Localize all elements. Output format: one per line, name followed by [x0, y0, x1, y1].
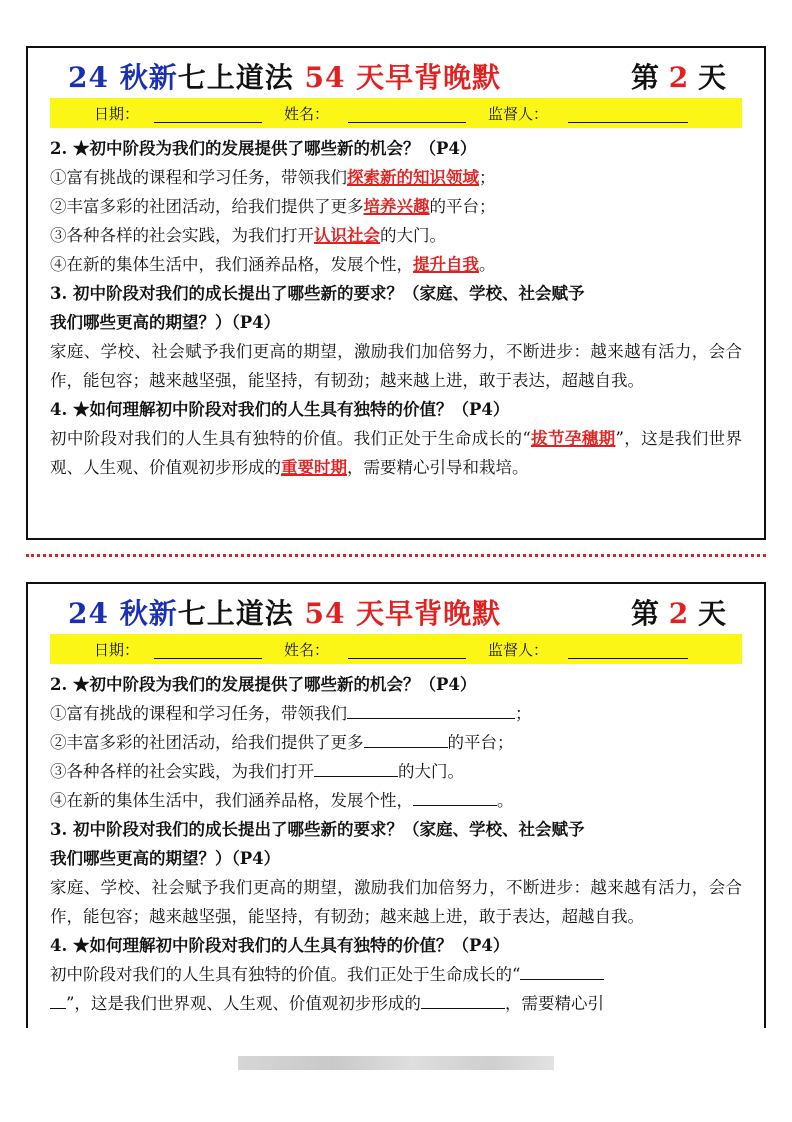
info-bar [50, 634, 742, 664]
question-4: 4. ★如何理解初中阶段对我们的人生具有独特的价值？（P4） [50, 400, 510, 419]
supervisor-field[interactable] [568, 122, 688, 123]
question-4: 4. ★如何理解初中阶段对我们的人生具有独特的价值？（P4） [50, 936, 510, 955]
answer-line-1: ①富有挑战的课程和学习任务，带领我们探索新的知识领域； [50, 168, 496, 187]
answer-line-2: ②丰富多彩的社团活动，给我们提供了更多培养兴趣的平台； [50, 197, 496, 216]
info-bar [50, 98, 742, 128]
cut-line-divider [26, 554, 766, 557]
worksheet-card-blanks [26, 582, 766, 1028]
name-label: 姓名： [284, 105, 330, 123]
question-3-line-1: 3. 初中阶段对我们的成长提出了哪些新的要求？（家庭、学校、社会赋予 [50, 820, 585, 839]
key-answer: 培养兴趣 [363, 197, 430, 216]
fill-blank[interactable] [347, 700, 515, 719]
date-label: 日期： [94, 105, 140, 123]
answer-line-4: ④在新的集体生活中，我们涵养品格，发展个性，提升自我。 [50, 255, 496, 274]
blank-line-4: ④在新的集体生活中，我们涵养品格，发展个性， 。 [50, 786, 742, 815]
answer-3: 家庭、学校、社会赋予我们更高的期望，激励我们加倍努力，不断进步：越来越有活力，会合作，能包容；越来越坚强，能坚持，有韧劲；越来越上进，敢于表达，超越自我。 [50, 342, 742, 390]
fill-blank[interactable] [413, 787, 497, 806]
question-2: 2. ★初中阶段为我们的发展提供了哪些新的机会？（P4） [50, 139, 477, 158]
date-label: 日期： [94, 641, 140, 659]
supervisor-field[interactable] [568, 658, 688, 659]
name-field[interactable] [348, 122, 466, 123]
page-title: 24 秋新七上道法 54 天早背晚默 [68, 597, 502, 630]
fill-blank[interactable] [421, 990, 505, 1009]
answer-3: 家庭、学校、社会赋予我们更高的期望，激励我们加倍努力，不断进步：越来越有活力，会合作，能包容；越来越坚强，能坚持，有韧劲；越来越上进，敢于表达，超越自我。 [50, 878, 742, 926]
fill-blank[interactable] [520, 961, 604, 980]
date-field[interactable] [154, 658, 262, 659]
blank-line-1: ①富有挑战的课程和学习任务，带领我们 ； [50, 699, 742, 728]
fill-blank[interactable] [50, 990, 66, 1009]
question-2: 2. ★初中阶段为我们的发展提供了哪些新的机会？（P4） [50, 675, 477, 694]
key-answer: 重要时期 [281, 458, 347, 477]
day-label: 第 2 天 [631, 61, 726, 94]
fill-blank[interactable] [314, 758, 398, 777]
name-field[interactable] [348, 658, 466, 659]
blank-line-5: 初中阶段对我们的人生具有独特的价值。我们正处于生命成长的“ [50, 960, 742, 989]
question-3-line-2: 我们哪些更高的期望？）（P4） [50, 849, 281, 868]
name-label: 姓名： [284, 641, 330, 659]
blank-line-3: ③各种各样的社会实践，为我们打开 的大门。 [50, 757, 742, 786]
blank-line-6: ”，这是我们世界观、人生观、价值观初步形成的 ，需要精心引 [50, 989, 742, 1018]
question-3-line-1: 3. 初中阶段对我们的成长提出了哪些新的要求？（家庭、学校、社会赋予 [50, 284, 585, 303]
blank-line-2: ②丰富多彩的社团活动，给我们提供了更多 的平台； [50, 728, 742, 757]
answer-4: 初中阶段对我们的人生具有独特的价值。我们正处于生命成长的“拔节孕穗期”，这是我们世界观、人生观、价值观初步形成的重要时期，需要精心引导和栽培。 [50, 429, 743, 477]
footer-placeholder-bar [238, 1056, 554, 1070]
key-answer: 认识社会 [314, 226, 380, 245]
supervisor-label: 监督人： [488, 105, 549, 123]
key-answer: 提升自我 [413, 255, 479, 274]
day-label: 第 2 天 [631, 597, 726, 630]
key-answer: 探索新的知识领域 [347, 168, 479, 187]
supervisor-label: 监督人： [488, 641, 549, 659]
date-field[interactable] [154, 122, 262, 123]
worksheet-content [50, 134, 742, 482]
key-answer: 拔节孕穗期 [530, 429, 616, 448]
page-title: 24 秋新七上道法 54 天早背晚默 [68, 61, 502, 94]
question-3-line-2: 我们哪些更高的期望？）（P4） [50, 313, 281, 332]
worksheet-card-answers [26, 46, 766, 540]
worksheet-content [50, 670, 742, 1018]
answer-line-3: ③各种各样的社会实践，为我们打开认识社会的大门。 [50, 226, 446, 245]
fill-blank[interactable] [364, 729, 448, 748]
